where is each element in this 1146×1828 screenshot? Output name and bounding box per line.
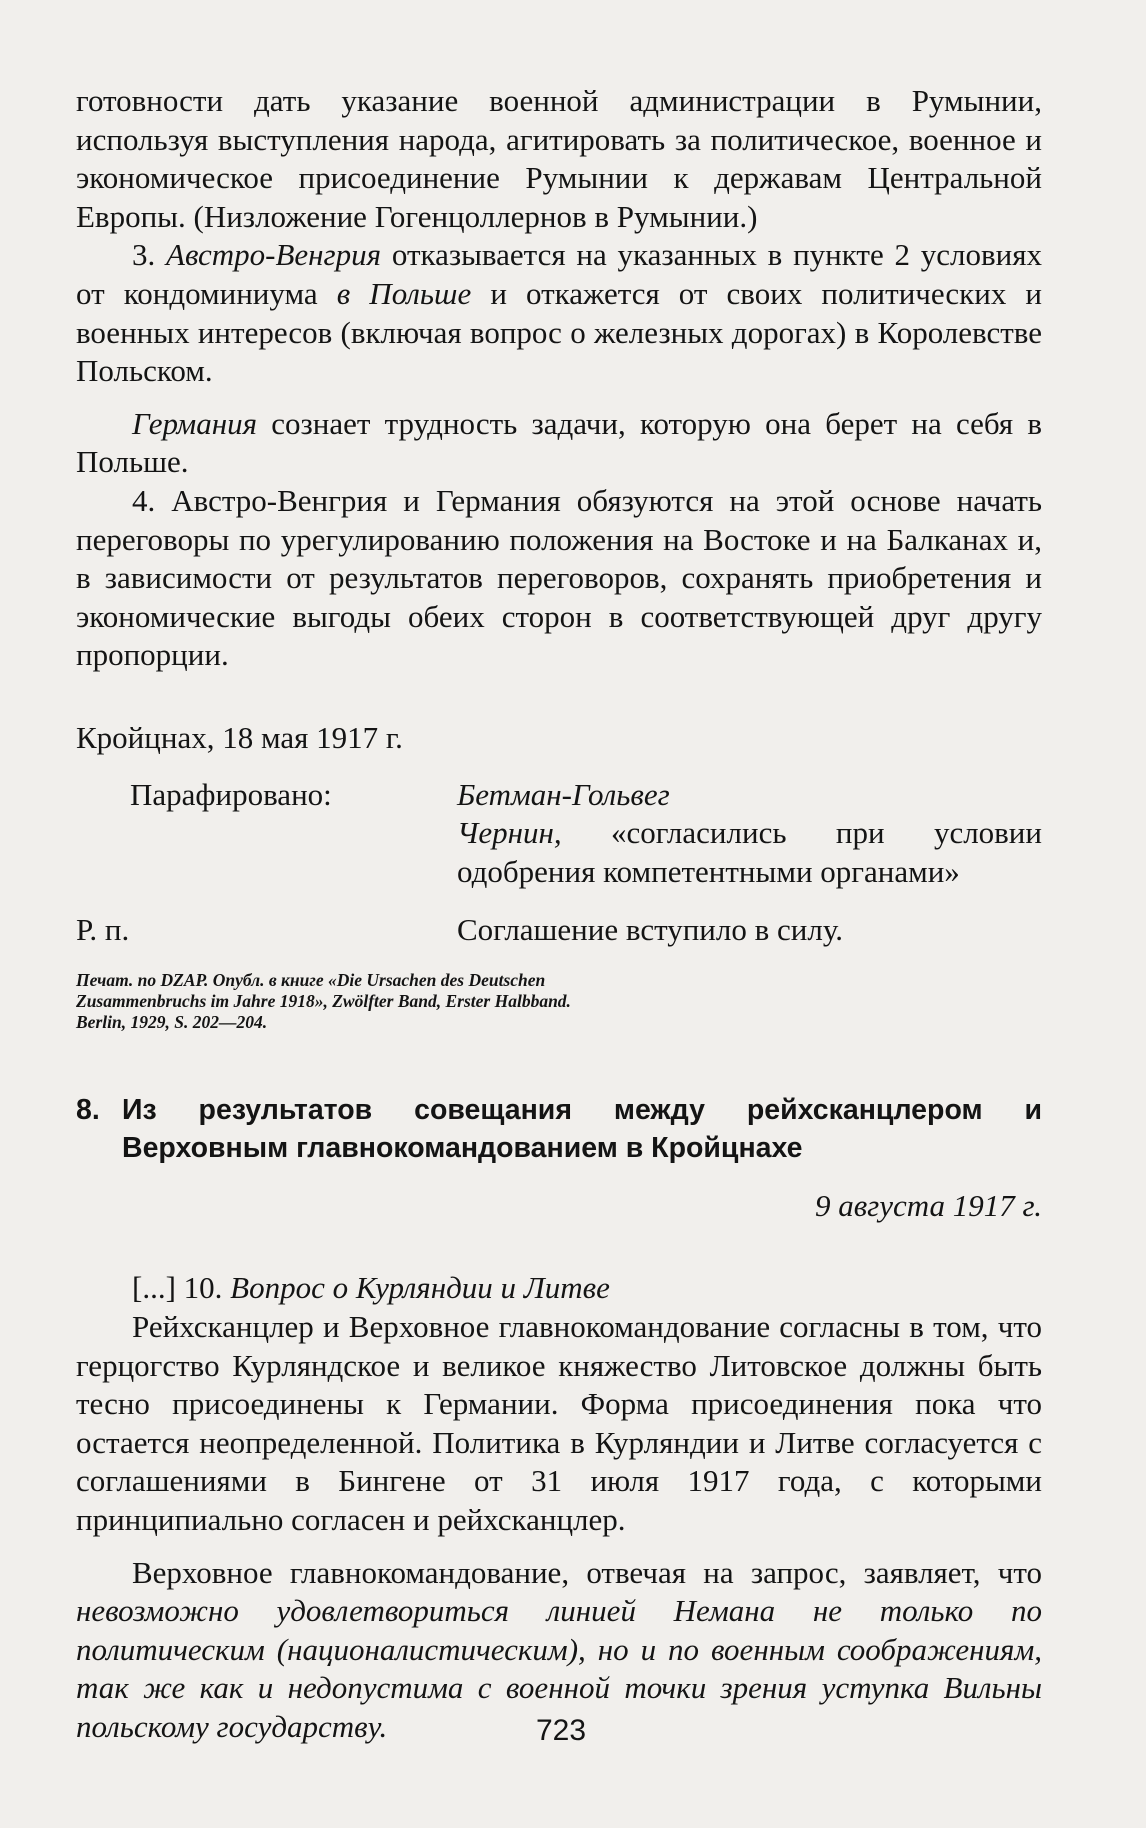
text-run: отказывается на указанных в пункте 2 условиях от кондоминиума [76,237,1042,311]
rp-block [76,911,1042,950]
section-heading [76,1091,1042,1167]
text-column [76,82,1042,1747]
paragraph-point-3 [76,236,1042,390]
emphasis-austria-hungary: Австро-Венгрия [166,237,382,273]
initialed-label: Парафировано: [130,776,332,812]
subsection-10 [76,1269,1042,1308]
signatory-note: «согласились при условии одобрения компетентными органами» [457,815,1042,889]
subsection-prefix: [...] 10. [132,1270,231,1306]
text-run: Верховное главнокомандование, отвечая на запрос, заявляет, что [132,1554,1042,1590]
paragraph-germany [76,405,1042,482]
paragraph-point-4: 4. Австро-Венгрия и Германия обязуются на этой основе начать переговоры по урегулированию положения на Востоке и на Балканах и, в зависимости от результатов переговоров, сохранять приобретения и экономические выгоды обеих сторон в соответствующей друг другу пропорции. [76,482,1042,673]
heading-number: 8. [76,1093,100,1126]
emphasis-neman-line: невозможно удовлетвориться линией Немана не только по политическим (националистическим), но и по военным соображениям, так же как и недопустима с военной точки зрения уступка Вильны польскому государству. [76,1593,1042,1744]
source-note: Печат. по DZAP. Опубл. в книге «Die Ursachen des Deutschen Zusammenbruchs im Jahre 1918», Zwölfter Band, Erster Halbband. Berlin, 1929, S. 202—204. [76,969,571,1032]
emphasis-poland: в Польше [336,275,472,311]
emphasis-germany: Германия [132,405,257,441]
signatory-czernin-name: Чернин, [457,815,562,851]
signatory-czernin [457,814,1042,891]
paragraph-reichschancellor: Рейхсканцлер и Верховное главнокомандование согласны в том, что герцогство Курляндское и великое княжество Литовское должны быть тесно присоединены к Германии. Форма присоединения пока что остается неопределенной. Политика в Курляндии и Литве согласуется с соглашениями в Бингене от 31 июля 1917 года, с которыми принципиально согласен и рейхсканцлер. [76,1309,1042,1538]
initialed-block [76,776,1042,892]
signatory-bethmann: Бетман-Гольвег [457,776,670,812]
subsection-title: Вопрос о Курляндии и Литве [230,1270,610,1306]
initialed-signatories [457,776,1042,892]
point-number: 3. [132,237,167,273]
paragraph-continuation: готовности дать указание военной администрации в Румынии, используя выступления народа, агитировать за политическое, военное и экономическое присоединение Румынии к державам Центральной Европы. (Низложение Гогенцоллернов в Румынии.) [76,83,1042,234]
rp-text: Соглашение вступило в силу. [457,912,843,948]
page-number: 723 [536,1714,587,1747]
date-place: Кройцнах, 18 мая 1917 г. [76,719,403,755]
heading-text: Из результатов совещания между рейхсканцлером и Верховным главнокомандованием в Кройцнахе [122,1093,1042,1164]
text-run: сознает трудность задачи, которую она берет на себя в Польше. [76,405,1042,480]
heading-date: 9 августа 1917 г. [814,1187,1042,1223]
text-run: и откажется от своих политических и военных интересов (включая вопрос о железных дорогах) в Королевстве Польском. [76,275,1043,389]
rp-label: Р. п. [76,912,130,948]
